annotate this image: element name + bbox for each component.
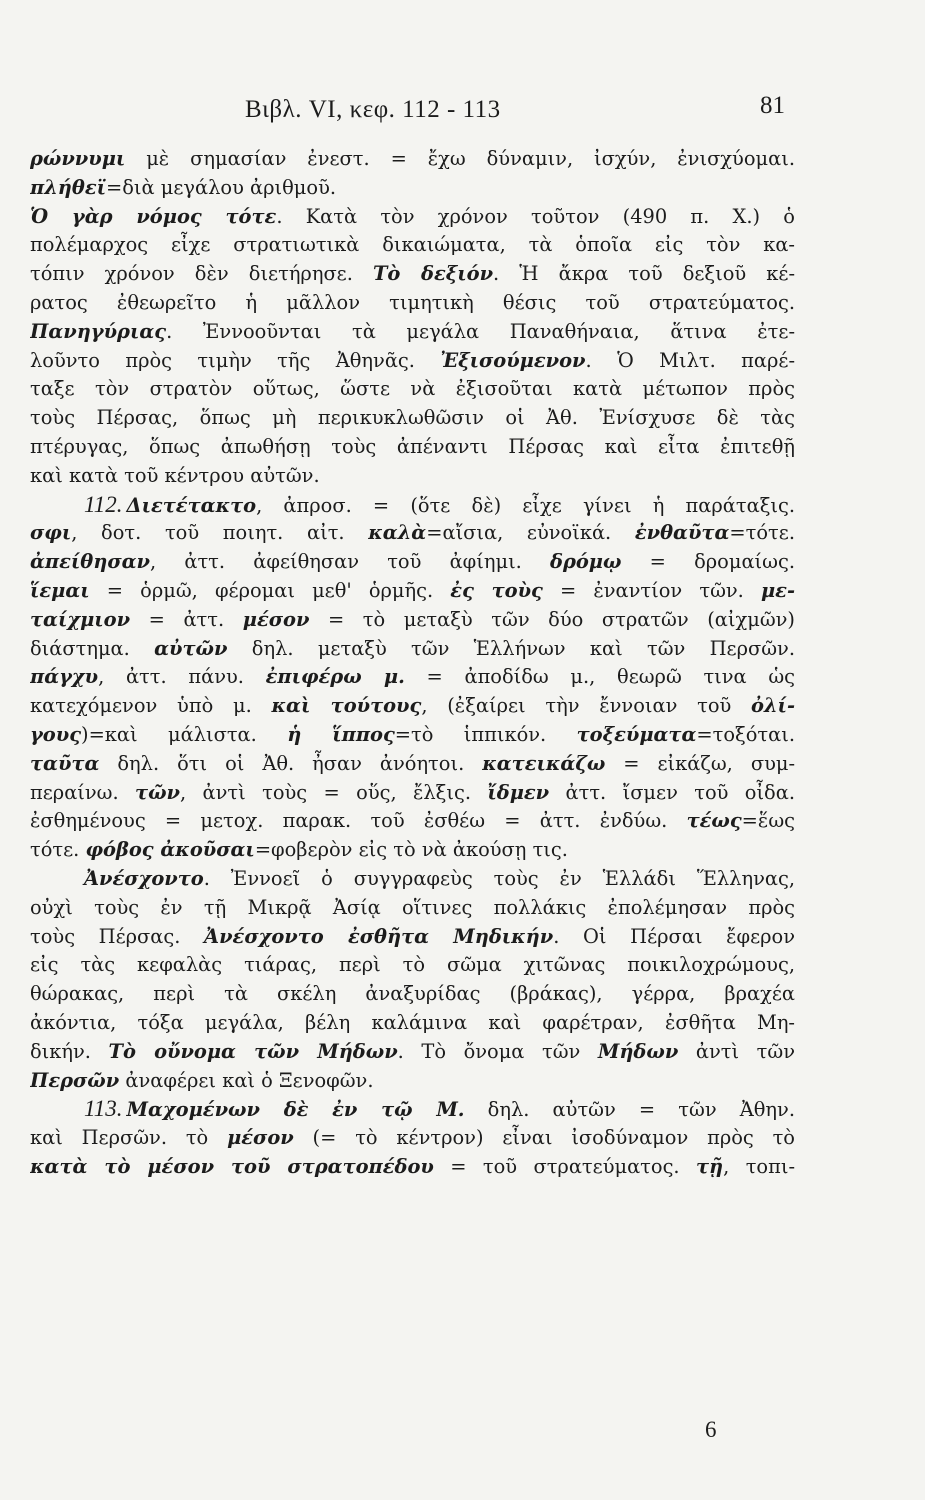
gloss-text: . Κατὰ τὸν χρόνον τοῦτον (490 π. Χ.) ὁ (276, 204, 795, 228)
lemma: Ἐξισούμενον (440, 348, 586, 372)
text-line (30, 404, 795, 433)
gloss-text: . Οἱ Πέρσαι ἔφερον (553, 924, 795, 948)
lemma: πλήθεϊ (30, 175, 106, 199)
text-line (30, 318, 795, 347)
gloss-text: . Ἡ ἄκρα τοῦ δεξιοῦ κέ- (493, 262, 795, 286)
text-line (30, 1038, 795, 1067)
text-line (30, 779, 795, 808)
text-line (30, 635, 795, 664)
gloss-text: δικήν. (30, 1039, 109, 1063)
gloss-text: καὶ κατὰ τοῦ κέντρου αὐτῶν. (30, 463, 320, 487)
text-line (30, 433, 795, 462)
gloss-text: = δρομαίως. (621, 550, 795, 574)
gloss-text: εἰς τὰς κεφαλὰς τιάρας, περὶ τὸ σῶμα χιτῶνας ποικιλοχρώμους, (30, 953, 795, 977)
gloss-text: ἀναφέρει καὶ ὁ Ξενοφῶν. (119, 1068, 374, 1092)
lemma: τέως (686, 809, 742, 833)
text-line (30, 692, 795, 721)
lemma: ἴδμεν (487, 780, 550, 804)
lemma: φόβος ἀκοῦσαι (85, 838, 255, 862)
text-line (30, 462, 795, 491)
lemma: τοξεύματα (576, 722, 697, 746)
lemma: Περσῶν (30, 1068, 120, 1092)
text-line (30, 663, 795, 692)
gloss-text: =διὰ μεγάλου ἀριθμοῦ. (106, 175, 337, 199)
text-line (30, 923, 795, 952)
gloss-text: οὐχὶ τοὺς ἐν τῇ Μικρᾷ Ἀσίᾳ οἵτινες πολλάκις ἐπολέμησαν πρὸς (30, 895, 795, 919)
lemma: Τὸ οὔνομα τῶν Μήδων (108, 1039, 398, 1063)
text-line (30, 1153, 795, 1182)
lemma: κατεικάζω (482, 751, 606, 775)
gloss-text: διάστημα. (30, 636, 155, 660)
lemma: καλὰ (368, 521, 427, 545)
gloss-text: =τότε. (729, 521, 795, 545)
lemma: Ἀνέσχοντο ἐσθῆτα Μηδικήν (204, 924, 554, 948)
section-number: 112. (84, 491, 123, 517)
lemma: καὶ τούτους (271, 694, 422, 718)
gloss-text: = τὸ μεταξὺ τῶν δύο στρατῶν (αἰχμῶν) (309, 607, 795, 631)
gloss-text: δηλ. ὅτι οἱ Ἀθ. ἦσαν ἀνόητοι. (99, 751, 483, 775)
lemma: με- (760, 578, 795, 602)
gloss-text: = ἐναντίον τῶν. (542, 578, 761, 602)
gloss-text: =ἕως (741, 809, 795, 833)
text-line (30, 1124, 795, 1153)
lemma: σφι (30, 521, 72, 545)
running-head: Βιβλ. VI, κεφ. 112 - 113 (245, 96, 501, 123)
gloss-text: . Ὁ Μιλτ. παρέ- (585, 348, 795, 372)
lemma: μέσον (242, 607, 310, 631)
gloss-text: = τοῦ στρατεύματος. (433, 1154, 696, 1178)
lemma: Διετέτακτο (126, 493, 257, 517)
gloss-text: ἀντὶ τῶν (678, 1039, 795, 1063)
gloss-text: = ἀττ. (130, 607, 243, 631)
gloss-text: , δοτ. τοῦ ποιητ. αἰτ. (71, 521, 369, 545)
gloss-text: , ἀντὶ τοὺς = οὕς, ἔλξις. (180, 780, 488, 804)
gloss-text: =φοβερὸν εἰς τὸ νὰ ἀκούσῃ τις. (254, 838, 568, 862)
lemma: μέσον (227, 1126, 294, 1150)
gloss-text: ἀττ. ἴσμεν τοῦ οἶδα. (549, 780, 795, 804)
gloss-text: ἀκόντια, τόξα μεγάλα, βέλη καλάμινα καὶ φαρέτραν, ἐσθῆτα Μη- (30, 1010, 795, 1034)
gloss-text: ταξε τὸν στρατὸν οὕτως, ὥστε νὰ ἐξισοῦται κατὰ μέτωπον πρὸς (30, 377, 795, 401)
gloss-text: δηλ. αὐτῶν = τῶν Ἀθην. (464, 1098, 795, 1122)
gloss-text: , ἀττ. πάνυ. (98, 665, 266, 689)
text-line (30, 577, 795, 606)
lemma: ὀλί- (751, 694, 795, 718)
gloss-text: . Ἐννοοῦνται τὰ μεγάλα Παναθήναια, ἅτινα ἐτε- (166, 319, 795, 343)
lemma: ἡ ἵππος (287, 722, 395, 746)
lemma: ταῦτα (30, 751, 100, 775)
text-line (30, 347, 795, 376)
gloss-text: πτέρυγας, ὅπως ἀπωθήσῃ τοὺς ἀπέναντι Πέρσας καὶ εἶτα ἐπιτεθῇ (30, 434, 795, 458)
text-line (30, 807, 795, 836)
lemma: γους (30, 722, 81, 746)
gloss-text: τοὺς Πέρσας, ὅπως μὴ περικυκλωθῶσιν οἱ Ἀθ. Ἐνίσχυσε δὲ τὰς (30, 406, 795, 430)
gloss-text: (= τὸ κέντρον) εἶναι ἰσοδύναμον πρὸς τὸ (293, 1126, 795, 1150)
text-line (30, 606, 795, 635)
lemma: Ἀνέσχοντο (84, 866, 204, 890)
gloss-text: μὲ σημασίαν ἐνεστ. = ἔχω δύναμιν, ἰσχύν, ἐνισχύομαι. (125, 147, 795, 170)
gloss-text: , (ἐξαίρει τὴν ἔννοιαν τοῦ (421, 694, 752, 718)
page-header (0, 90, 925, 130)
text-line (30, 980, 795, 1009)
gloss-text: , τοπι- (723, 1154, 795, 1178)
gloss-text: , ἀπροσ. = (ὅτε δὲ) εἶχε γίνει ἡ παράταξις. (256, 493, 795, 517)
gloss-text: . Ἐννοεῖ ὁ συγγραφεὺς τοὺς ἐν Ἑλλάδι Ἕλληνας, (203, 866, 795, 890)
text-line (30, 836, 795, 865)
gloss-text: τόπιν χρόνον δὲν διετήρησε. (30, 262, 373, 286)
lemma: δρόμῳ (550, 550, 622, 574)
lemma: Πανηγύριας (30, 319, 167, 343)
gloss-text: θώρακας, περὶ τὰ σκέλη ἀναξυρίδας (βράκας), γέρρα, βραχέα (30, 982, 795, 1006)
text-line (30, 1067, 795, 1096)
page-number: 81 (760, 92, 785, 119)
lemma: ἐπιφέρω μ. (265, 665, 405, 689)
gloss-text: . Τὸ ὄνομα τῶν (397, 1039, 598, 1063)
gloss-text: = ἀποδίδω μ., θεωρῶ τινα ὡς (404, 665, 795, 689)
gloss-text: =τὸ ἱππικόν. (394, 722, 577, 746)
text-line (30, 145, 795, 174)
gloss-text: δηλ. μεταξὺ τῶν Ἑλλήνων καὶ τῶν Περσῶν. (227, 636, 795, 660)
text-line (30, 750, 795, 779)
lemma: ἵεμαι (30, 578, 90, 602)
gloss-text: κατεχόμενον ὑπὸ μ. (30, 694, 272, 718)
text-line (30, 1009, 795, 1038)
text-line (30, 203, 795, 232)
text-line (30, 260, 795, 289)
gloss-text: =τοξόται. (696, 722, 795, 746)
gloss-text: περαίνω. (30, 780, 136, 804)
lemma: αὐτῶν (154, 636, 228, 660)
lemma: ἐνθαῦτα (634, 521, 730, 545)
text-line (30, 951, 795, 980)
text-line (30, 375, 795, 404)
gloss-text: = ὁρμῶ, φέρομαι μεθ' ὁρμῆς. (89, 578, 451, 602)
gloss-text: τοὺς Πέρσας. (30, 924, 205, 948)
lemma: ρώννυμι (30, 147, 126, 170)
commentary-text (30, 145, 795, 1182)
gloss-text: τότε. (30, 838, 86, 862)
lemma: ταίχμιον (30, 607, 131, 631)
signature-mark: 6 (705, 1417, 717, 1442)
lemma: ἐς τοὺς (450, 578, 543, 602)
gloss-text: πολέμαρχος εἶχε στρατιωτικὰ δικαιώματα, τὰ ὁποῖα εἰς τὸν κα- (30, 233, 795, 257)
gloss-text: ρατος ἐθεωρεῖτο ἡ μᾶλλον τιμητικὴ θέσις τοῦ στρατεύματος. (30, 290, 795, 314)
text-line (30, 865, 795, 894)
lemma: τῇ (696, 1154, 724, 1178)
gloss-text: ἐσθημένους = μετοχ. παρακ. τοῦ ἐσθέω = ἀττ. ἐνδύω. (30, 809, 687, 833)
text-line (30, 548, 795, 577)
text-line (30, 519, 795, 548)
text-line (30, 894, 795, 923)
lemma: Μαχομένων δὲ ἐν τῷ Μ. (126, 1098, 465, 1122)
gloss-text: λοῦντο πρὸς τιμὴν τῆς Ἀθηνᾶς. (30, 348, 441, 372)
lemma: τῶν (135, 780, 180, 804)
text-line (30, 174, 795, 203)
gloss-text: , ἀττ. ἀφείθησαν τοῦ ἀφίημι. (150, 550, 551, 574)
gloss-text: = εἰκάζω, συμ- (605, 751, 795, 775)
text-line (30, 721, 795, 750)
lemma: Ὁ γὰρ νόμος τότε (30, 204, 277, 228)
gloss-text: )=καὶ μάλιστα. (81, 722, 288, 746)
section-number: 113. (84, 1096, 123, 1122)
lemma: Τὸ δεξιόν (373, 262, 494, 286)
text-line (30, 491, 795, 520)
text-line (30, 231, 795, 260)
text-line (30, 289, 795, 318)
lemma: πάγχυ (30, 665, 99, 689)
lemma: κατὰ τὸ μέσον τοῦ στρατοπέδου (30, 1154, 434, 1178)
lemma: ἀπείθησαν (30, 550, 150, 574)
text-line (30, 1095, 795, 1124)
gloss-text: καὶ Περσῶν. τὸ (30, 1126, 228, 1150)
lemma: Μήδων (597, 1039, 679, 1063)
gloss-text: =αἴσια, εὐνοϊκά. (426, 521, 635, 545)
